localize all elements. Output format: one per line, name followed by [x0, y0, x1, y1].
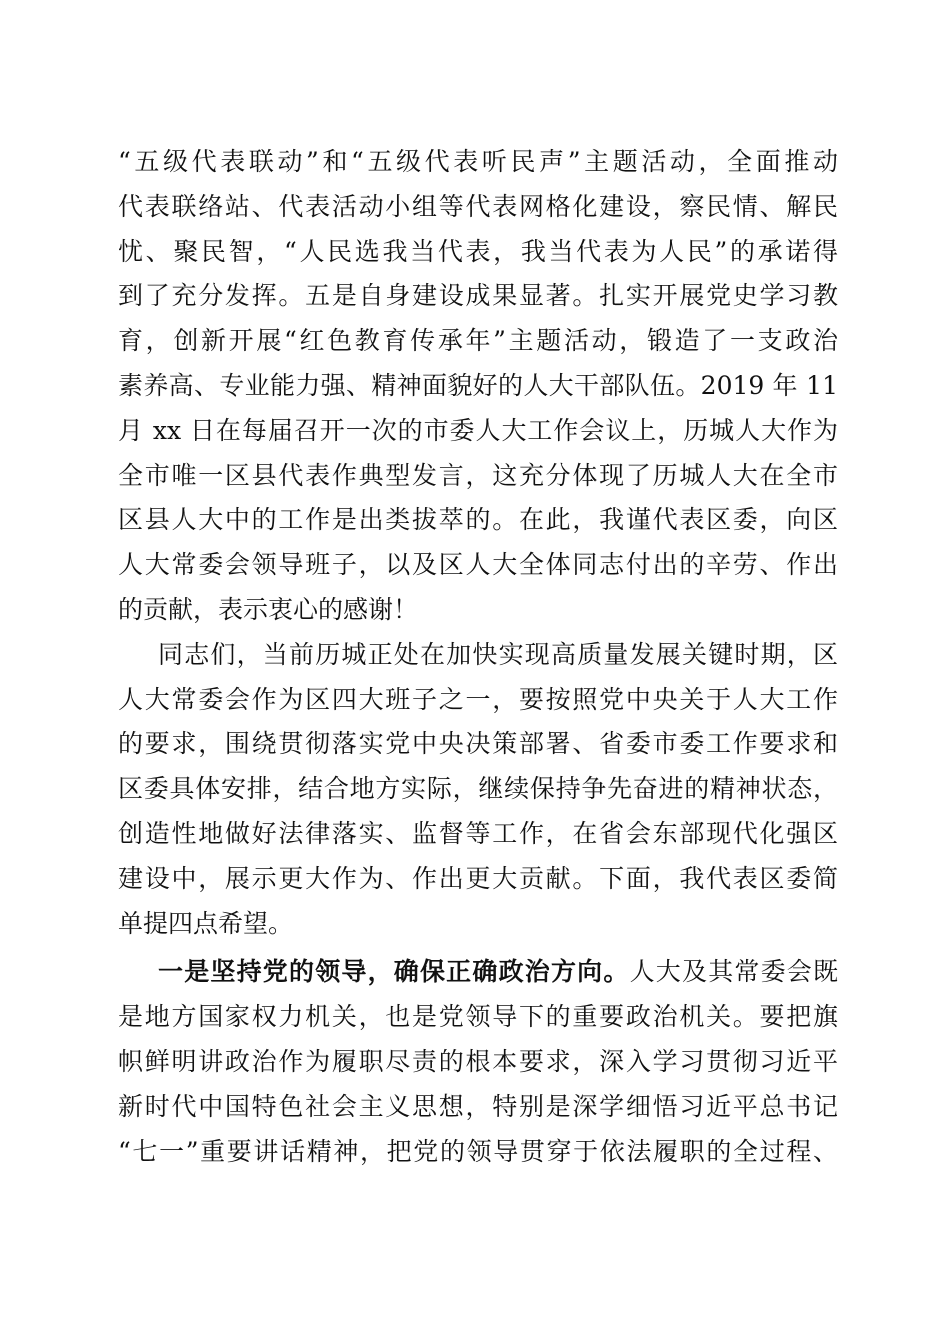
text-line: “七一”重要讲话精神，把党的领导贯穿于依法履职的全过程、 [118, 1136, 838, 1166]
text-line: 区委具体安排，结合地方实际，继续保持争先奋进的精神状态， [118, 774, 838, 804]
text-line: 帜鲜明讲政治作为履职尽责的根本要求，深入学习贯彻习近平 [118, 1046, 838, 1076]
text-line: 同志们，当前历城正处在加快实现高质量发展关键时期，区 [158, 639, 838, 669]
heading-line-rest: 人大及其常委会既 [629, 957, 838, 987]
section-heading: 一是坚持党的领导，确保正确政治方向。 [158, 957, 630, 987]
text-line: 育，创新开展“红色教育传承年”主题活动，锻造了一支政治 [118, 326, 838, 356]
document-body [118, 140, 838, 1174]
text-line: 到了充分发挥。五是自身建设成果显著。扎实开展党史学习教 [118, 281, 838, 311]
text-line: 代表联络站、代表活动小组等代表网格化建设，察民情、解民 [118, 191, 838, 221]
text-line: 是地方国家权力机关，也是党领导下的重要政治机关。要把旗 [118, 1002, 838, 1032]
paragraph-3 [118, 950, 838, 1174]
text-line: 人大常委会作为区四大班子之一，要按照党中央关于人大工作 [118, 684, 838, 714]
text-line [118, 950, 838, 995]
text-line: 的要求，围绕贯彻落实党中央决策部署、省委市委工作要求和 [118, 729, 838, 759]
text-line: “五级代表联动”和“五级代表听民声”主题活动，全面推动 [118, 147, 838, 176]
text-line: 区县人大中的工作是出类拔萃的。在此，我谨代表区委，向区 [118, 505, 838, 535]
text-line: 素养高、专业能力强、精神面貌好的人大干部队伍。2019 年 11 [118, 370, 838, 400]
text-line: 新时代中国特色社会主义思想，特别是深学细悟习近平总书记 [118, 1091, 838, 1121]
text-line: 人大常委会领导班子，以及区人大全体同志付出的辛劳、作出 [118, 550, 838, 580]
text-line: 单提四点希望。 [118, 908, 294, 938]
paragraph-1 [118, 140, 838, 633]
text-line: 全市唯一区县代表作典型发言，这充分体现了历城人大在全市 [118, 460, 838, 490]
text-line: 建设中，展示更大作为、作出更大贡献。下面，我代表区委简 [118, 863, 838, 893]
paragraph-2 [118, 633, 838, 947]
text-line: 月 xx 日在每届召开一次的市委人大工作会议上，历城人大作为 [118, 415, 838, 445]
text-line: 创造性地做好法律落实、监督等工作，在省会东部现代化强区 [118, 818, 838, 848]
text-line: 忧、聚民智，“人民选我当代表，我当代表为人民”的承诺得 [118, 236, 838, 266]
text-line: 的贡献，表示衷心的感谢！ [118, 594, 419, 624]
